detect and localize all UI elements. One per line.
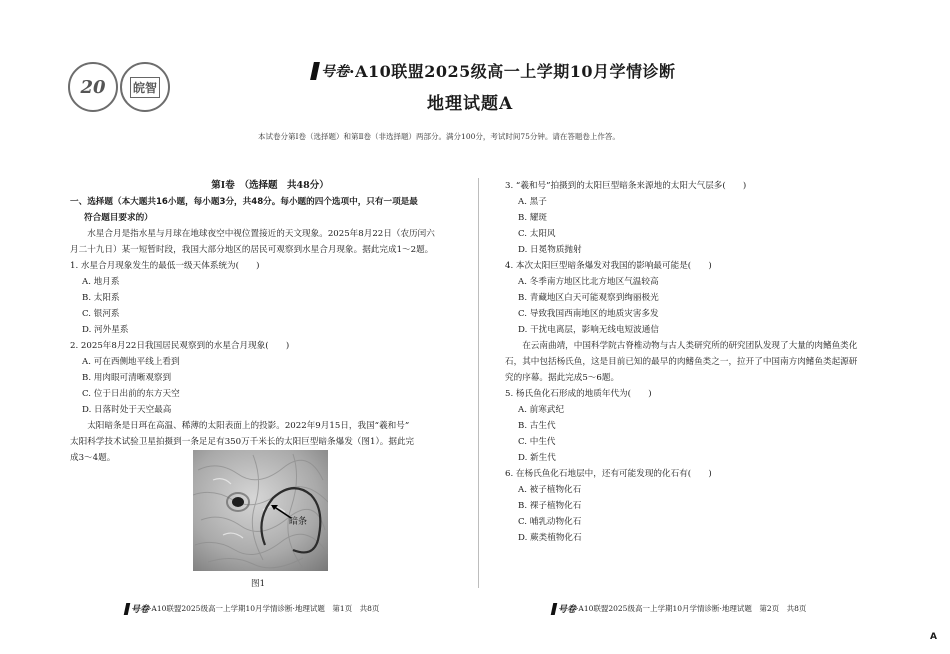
left-column bbox=[70, 178, 470, 466]
exam-note: 本试卷分第Ⅰ卷（选择题）和第Ⅱ卷（非选择题）两部分。满分100分，考试时间75分钟。请在答题卷上作答。 bbox=[258, 132, 620, 141]
right-column bbox=[505, 178, 905, 546]
passage-line: 太阳暗条是日珥在高温、稀薄的太阳表面上的投影。2022年9月15日，我国“羲和号” bbox=[87, 421, 410, 431]
answer-option: A. 地月系 bbox=[82, 277, 120, 287]
paper-title: 号卷 ·A10联盟2025级高一上学期10月学情诊断 bbox=[312, 59, 676, 82]
brand-stroke-icon bbox=[124, 603, 131, 615]
answer-option: C. 哺乳动物化石 bbox=[518, 517, 582, 527]
solar-image bbox=[193, 450, 328, 571]
instruction-line: 一、选择题（本大题共16小题，每小题3分，共48分。每小题的四个选项中，只有一项是最 bbox=[70, 197, 418, 207]
brand-stroke-icon bbox=[310, 62, 320, 80]
passage-line: 在云南曲靖，中国科学院古脊椎动物与古人类研究所的研究团队发现了大量的肉鳍鱼类化 bbox=[522, 341, 858, 351]
brand-stroke-icon bbox=[551, 603, 558, 615]
version-mark: A bbox=[930, 632, 937, 642]
answer-option: B. 裸子植物化石 bbox=[518, 501, 582, 511]
question-stem: 6. 在杨氏鱼化石地层中，还有可能发现的化石有( ) bbox=[505, 469, 712, 479]
figure-caption: 图1 bbox=[251, 579, 266, 589]
education-seal-icon: 皖智 bbox=[120, 62, 170, 112]
instruction-line: 符合题目要求的） bbox=[84, 213, 153, 223]
solar-filament-figure bbox=[193, 450, 328, 571]
answer-option: D. 河外星系 bbox=[82, 325, 129, 335]
passage-line: 太阳科学技术试验卫星拍摄到一条足足有350万千米长的太阳巨型暗条爆发（图1）。据此完 bbox=[70, 437, 415, 447]
answer-option: D. 日落时处于天空最高 bbox=[82, 405, 172, 415]
passage-line: 成3～4题。 bbox=[70, 453, 116, 463]
answer-option: A. 被子植物化石 bbox=[518, 485, 582, 495]
passage-line: 石，其中包括杨氏鱼，这是目前已知的最早的肉鳍鱼类之一，拉开了中国南方肉鳍鱼类起源研 bbox=[505, 357, 858, 367]
question-stem: 1. 水星合月现象发生的最低一级天体系统为( ) bbox=[70, 261, 260, 271]
figure-label: 暗条 bbox=[289, 517, 308, 527]
answer-option: C. 中生代 bbox=[518, 437, 556, 447]
answer-option: B. 耀斑 bbox=[518, 213, 547, 223]
answer-option: C. 银河系 bbox=[82, 309, 120, 319]
answer-option: A. 黑子 bbox=[518, 197, 547, 207]
left-footer: 号卷 ·A10联盟2025级高一上学期10月学情诊断·地理试题 第1页 共8页 bbox=[125, 602, 379, 615]
passage-line: 月二十九日）某一短暂时段，我国大部分地区的居民可观察到水星合月现象。据此完成1～2题。 bbox=[70, 245, 434, 255]
answer-option: D. 蕨类植物化石 bbox=[518, 533, 582, 543]
answer-option: B. 青藏地区白天可能观察到绚丽极光 bbox=[518, 293, 659, 303]
column-divider bbox=[478, 178, 479, 588]
question-stem: 3. “羲和号”拍摄到的太阳巨型暗条来源地的太阳大气层多( ) bbox=[505, 181, 747, 191]
question-stem: 4. 本次太阳巨型暗条爆发对我国的影响最可能是( ) bbox=[505, 261, 712, 271]
sunspot-mark bbox=[232, 497, 244, 507]
section-title: 第Ⅰ卷 （选择题 共48分） bbox=[211, 180, 329, 191]
answer-option: C. 导致我国西南地区的地质灾害多发 bbox=[518, 309, 659, 319]
question-stem: 5. 杨氏鱼化石形成的地质年代为( ) bbox=[505, 389, 652, 399]
answer-option: A. 前寒武纪 bbox=[518, 405, 565, 415]
school-seal-icon: 20 bbox=[68, 62, 118, 112]
answer-option: B. 太阳系 bbox=[82, 293, 120, 303]
passage-line: 究的序幕。据此完成5～6题。 bbox=[505, 373, 620, 383]
question-stem: 2. 2025年8月22日我国居民观察到的水星合月现象( ) bbox=[70, 341, 290, 351]
answer-option: B. 古生代 bbox=[518, 421, 556, 431]
answer-option: D. 干扰电离层，影响无线电短波通信 bbox=[518, 325, 659, 335]
answer-option: C. 位于日出前的东方天空 bbox=[82, 389, 180, 399]
answer-option: D. 新生代 bbox=[518, 453, 556, 463]
answer-option: C. 太阳风 bbox=[518, 229, 556, 239]
passage-line: 水星合月是指水星与月球在地球夜空中视位置接近的天文现象。2025年8月22日（农历闰六 bbox=[87, 229, 435, 239]
answer-option: A. 冬季南方地区比北方地区气温较高 bbox=[518, 277, 659, 287]
right-footer: 号卷 ·A10联盟2025级高一上学期10月学情诊断·地理试题 第2页 共8页 bbox=[552, 602, 806, 615]
answer-option: B. 用肉眼可清晰观察到 bbox=[82, 373, 172, 383]
answer-option: A. 可在西侧地平线上看到 bbox=[82, 357, 180, 367]
answer-option: D. 日冕物质抛射 bbox=[518, 245, 582, 255]
paper-subtitle: 地理试题A bbox=[427, 94, 514, 114]
